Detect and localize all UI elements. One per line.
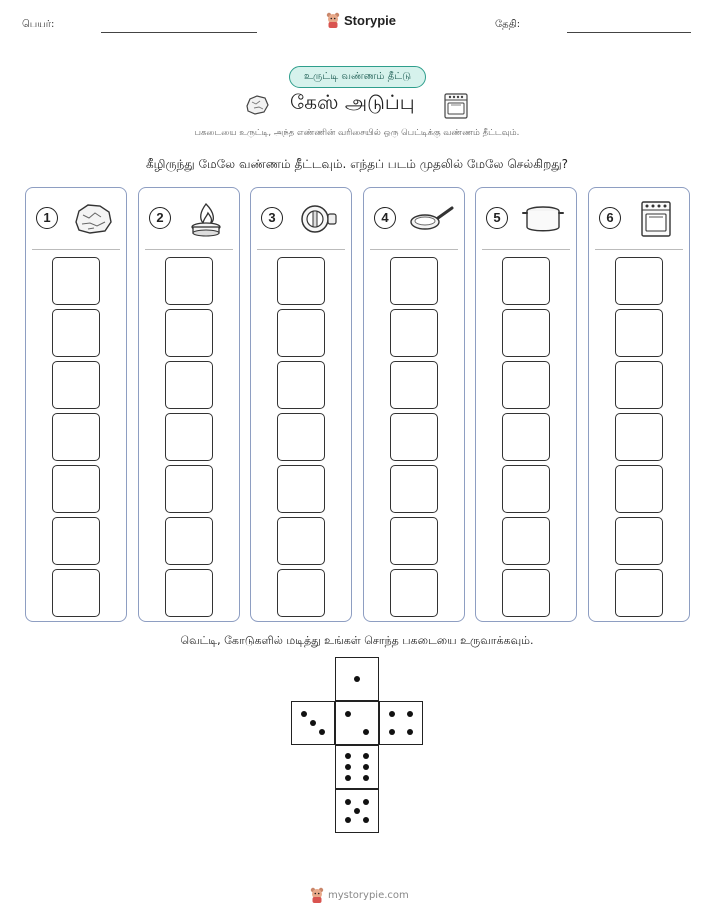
footer-url[interactable]: mystorypie.com bbox=[328, 889, 409, 901]
color-box[interactable] bbox=[52, 465, 100, 513]
column-divider bbox=[482, 249, 570, 250]
date-line[interactable] bbox=[567, 32, 691, 33]
activity-badge: உருட்டி வண்ணம் தீட்டு bbox=[289, 66, 426, 88]
color-box[interactable] bbox=[52, 569, 100, 617]
column-3 bbox=[250, 187, 352, 622]
brand-logo bbox=[326, 12, 396, 28]
die-pip bbox=[319, 729, 325, 735]
color-box[interactable] bbox=[390, 413, 438, 461]
subtitle: பகடையை உருட்டி, அந்த எண்ணின் வரிசையில் ஒரு பெட்டிக்கு வண்ணம் தீட்டவும். bbox=[194, 128, 520, 138]
color-box[interactable] bbox=[52, 361, 100, 409]
column-number: 6 bbox=[599, 207, 621, 229]
die-pip bbox=[389, 711, 395, 717]
color-box[interactable] bbox=[502, 361, 550, 409]
column-1 bbox=[25, 187, 127, 622]
die-face-6 bbox=[335, 745, 379, 789]
die-pip bbox=[363, 764, 369, 770]
color-box[interactable] bbox=[615, 257, 663, 305]
column-divider bbox=[32, 249, 120, 250]
die-pip bbox=[345, 711, 351, 717]
column-number: 2 bbox=[149, 207, 171, 229]
die-pip bbox=[345, 753, 351, 759]
die-pip bbox=[345, 764, 351, 770]
color-box[interactable] bbox=[502, 257, 550, 305]
name-label: பெயர்: bbox=[22, 19, 55, 30]
column-divider bbox=[145, 249, 233, 250]
die-pip bbox=[310, 720, 316, 726]
burner-flame-icon bbox=[183, 200, 229, 238]
color-box[interactable] bbox=[615, 517, 663, 565]
rock-icon bbox=[70, 200, 116, 238]
bear-mascot-icon bbox=[326, 12, 340, 28]
color-box[interactable] bbox=[502, 517, 550, 565]
color-box[interactable] bbox=[390, 309, 438, 357]
color-box[interactable] bbox=[390, 569, 438, 617]
die-pip bbox=[345, 775, 351, 781]
die-pip bbox=[354, 808, 360, 814]
color-box[interactable] bbox=[502, 569, 550, 617]
color-box[interactable] bbox=[615, 413, 663, 461]
column-6 bbox=[588, 187, 690, 622]
die-face-3 bbox=[291, 701, 335, 745]
column-divider bbox=[257, 249, 345, 250]
die-face-2 bbox=[335, 701, 379, 745]
column-number: 1 bbox=[36, 207, 58, 229]
color-box[interactable] bbox=[165, 309, 213, 357]
color-box[interactable] bbox=[502, 309, 550, 357]
die-face-4 bbox=[379, 701, 423, 745]
knob-icon bbox=[295, 200, 341, 238]
color-box[interactable] bbox=[165, 257, 213, 305]
page-title: கேஸ் அடுப்பு bbox=[290, 90, 415, 114]
color-box[interactable] bbox=[165, 465, 213, 513]
color-box[interactable] bbox=[615, 361, 663, 409]
brand-name: Storypie bbox=[344, 12, 397, 28]
color-box[interactable] bbox=[277, 309, 325, 357]
color-box[interactable] bbox=[390, 361, 438, 409]
die-pip bbox=[363, 799, 369, 805]
color-box[interactable] bbox=[277, 257, 325, 305]
die-pip bbox=[389, 729, 395, 735]
color-box[interactable] bbox=[165, 569, 213, 617]
column-number: 3 bbox=[261, 207, 283, 229]
column-number: 5 bbox=[486, 207, 508, 229]
die-pip bbox=[363, 729, 369, 735]
color-box[interactable] bbox=[52, 413, 100, 461]
die-pip bbox=[301, 711, 307, 717]
color-box[interactable] bbox=[502, 465, 550, 513]
column-5 bbox=[475, 187, 577, 622]
die-pip bbox=[363, 753, 369, 759]
stove-icon bbox=[442, 92, 470, 120]
die-face-5 bbox=[335, 789, 379, 833]
color-box[interactable] bbox=[277, 517, 325, 565]
color-box[interactable] bbox=[502, 413, 550, 461]
die-pip bbox=[354, 676, 360, 682]
die-pip bbox=[345, 817, 351, 823]
name-line[interactable] bbox=[101, 32, 257, 33]
pot-icon bbox=[520, 200, 566, 238]
die-face-1 bbox=[335, 657, 379, 701]
color-box[interactable] bbox=[165, 413, 213, 461]
color-box[interactable] bbox=[52, 309, 100, 357]
rock-icon bbox=[244, 94, 270, 116]
color-box[interactable] bbox=[277, 361, 325, 409]
stove-icon bbox=[633, 200, 679, 238]
color-box[interactable] bbox=[277, 569, 325, 617]
column-divider bbox=[370, 249, 458, 250]
instruction-text: வெட்டி, கோடுகளில் மடித்து உங்கள் சொந்த பகடையை உருவாக்கவும். bbox=[180, 634, 534, 647]
color-box[interactable] bbox=[52, 257, 100, 305]
color-box[interactable] bbox=[615, 465, 663, 513]
color-box[interactable] bbox=[390, 517, 438, 565]
color-box[interactable] bbox=[390, 465, 438, 513]
die-pip bbox=[345, 799, 351, 805]
date-label: தேதி: bbox=[495, 19, 521, 30]
color-box[interactable] bbox=[52, 517, 100, 565]
die-pip bbox=[363, 775, 369, 781]
question-text: கீழிருந்து மேலே வண்ணம் தீட்டவும். எந்தப் படம் முதலில் மேலே செல்கிறது? bbox=[145, 157, 569, 171]
column-number: 4 bbox=[374, 207, 396, 229]
color-box[interactable] bbox=[165, 361, 213, 409]
color-box[interactable] bbox=[277, 413, 325, 461]
color-box[interactable] bbox=[165, 517, 213, 565]
color-box[interactable] bbox=[277, 465, 325, 513]
die-pip bbox=[407, 729, 413, 735]
frying-pan-icon bbox=[408, 200, 454, 238]
color-box[interactable] bbox=[615, 309, 663, 357]
bear-mascot-icon bbox=[310, 887, 324, 903]
color-box[interactable] bbox=[615, 569, 663, 617]
die-pip bbox=[363, 817, 369, 823]
die-pip bbox=[407, 711, 413, 717]
column-4 bbox=[363, 187, 465, 622]
column-divider bbox=[595, 249, 683, 250]
column-2 bbox=[138, 187, 240, 622]
color-box[interactable] bbox=[390, 257, 438, 305]
footer bbox=[310, 887, 409, 903]
